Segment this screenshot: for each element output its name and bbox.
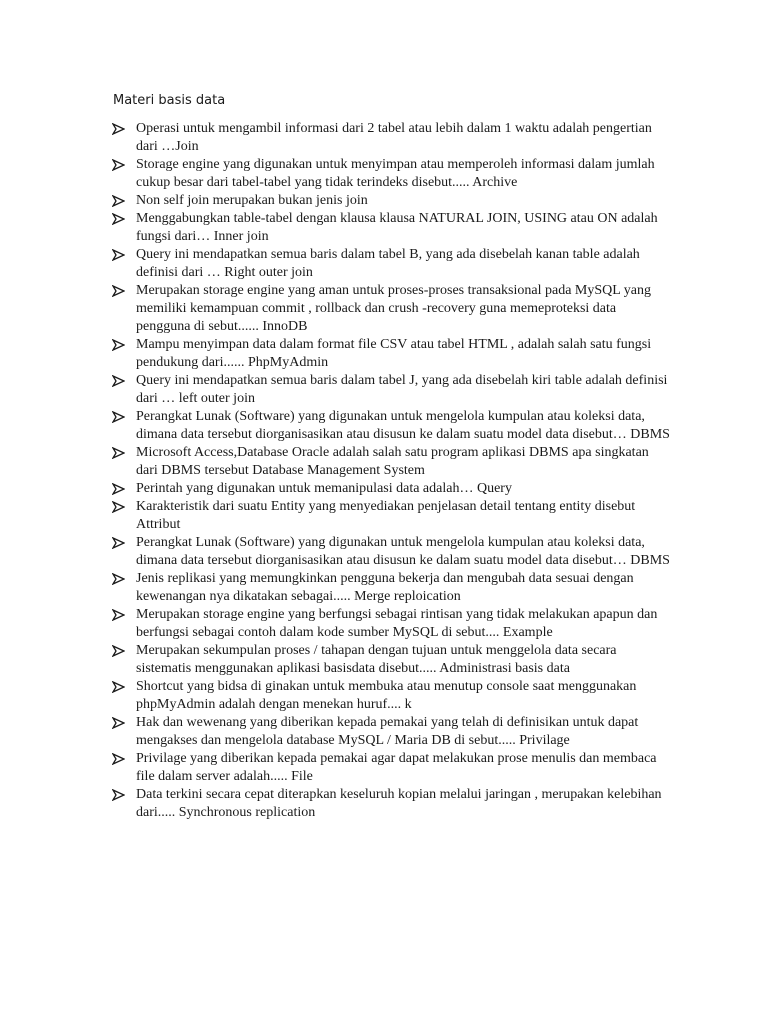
list-item [112,498,672,534]
list-item [112,282,672,336]
list-item [112,120,672,156]
list-item-text: Menggabungkan table-tabel dengan klausa klausa NATURAL JOIN, USING atau ON adalah fungsi dari… Inner join [136,211,658,244]
arrow-bullet-icon [112,156,126,174]
list-item-text: Merupakan storage engine yang berfungsi sebagai rintisan yang tidak melakukan apapun dan berfungsi sebagai contoh dalam kode sumber MySQL di sebut.... Example [136,607,658,640]
list-item [112,534,672,570]
document-title: Materi basis data [113,93,226,108]
arrow-bullet-icon [112,192,126,210]
list-item-text: Hak dan wewenang yang diberikan kepada pemakai yang telah di definisikan untuk dapat mengakses dan mengelola database MySQL / Maria DB di sebut..... Privilage [136,715,639,748]
list-item-text: Karakteristik dari suatu Entity yang menyediakan penjelasan detail tentang entity disebut Attribut [136,499,636,532]
arrow-bullet-icon [112,714,126,732]
list-item [112,606,672,642]
arrow-bullet-icon [112,120,126,138]
list-item [112,570,672,606]
arrow-bullet-icon [112,642,126,660]
list-item [112,678,672,714]
arrow-bullet-icon [112,678,126,696]
list-item [112,642,672,678]
arrow-bullet-icon [112,786,126,804]
arrow-bullet-icon [112,750,126,768]
arrow-bullet-icon [112,246,126,264]
arrow-bullet-icon [112,210,126,228]
list-item-text: Query ini mendapatkan semua baris dalam tabel B, yang ada disebelah kanan table adalah definisi dari … Right outer join [136,247,640,280]
list-item-text: Perintah yang digunakan untuk memanipulasi data adalah… Query [136,481,512,496]
list-item-text: Microsoft Access,Database Oracle adalah salah satu program aplikasi DBMS apa singkatan dari DBMS tersebut Database Management System [136,445,649,478]
arrow-bullet-icon [112,336,126,354]
list-item-text: Non self join merupakan bukan jenis join [136,193,368,208]
arrow-bullet-icon [112,534,126,552]
list-item-text: Merupakan storage engine yang aman untuk proses-proses transaksional pada MySQL yang memiliki kemampuan commit , rollback dan crush -recovery guna memeproteksi data pengguna di sebut...... InnoDB [136,283,652,334]
list-item-text: Perangkat Lunak (Software) yang digunakan untuk mengelola kumpulan atau koleksi data, dimana data tersebut diorganisasikan atau disusun ke dalam suatu model data disebut… DBMS [136,409,670,442]
list-item [112,480,672,498]
arrow-bullet-icon [112,372,126,390]
list-item [112,336,672,372]
list-item [112,786,672,822]
list-item-text: Perangkat Lunak (Software) yang digunakan untuk mengelola kumpulan atau koleksi data, dimana data tersebut diorganisasikan atau disusun ke dalam suatu model data disebut… DBMS [136,535,670,568]
arrow-bullet-icon [112,498,126,516]
list-item [112,210,672,246]
arrow-bullet-icon [112,444,126,462]
arrow-bullet-icon [112,408,126,426]
list-item [112,246,672,282]
list-item-text: Shortcut yang bidsa di ginakan untuk membuka atau menutup console saat menggunakan phpMyAdmin adalah dengan menekan huruf.... k [136,679,637,712]
list-item-text: Mampu menyimpan data dalam format file CSV atau tabel HTML , adalah salah satu fungsi pendukung dari...... PhpMyAdmin [136,337,652,370]
list-item-text: Privilage yang diberikan kepada pemakai agar dapat melakukan prose menulis dan membaca file dalam server adalah..... File [136,751,657,784]
question-list [112,120,672,822]
list-item [112,444,672,480]
arrow-bullet-icon [112,480,126,498]
list-item [112,750,672,786]
arrow-bullet-icon [112,282,126,300]
list-item [112,714,672,750]
list-item-text: Query ini mendapatkan semua baris dalam tabel J, yang ada disebelah kiri table adalah definisi dari … left outer join [136,373,668,406]
arrow-bullet-icon [112,606,126,624]
list-item-text: Jenis replikasi yang memungkinkan pengguna bekerja dan mengubah data sesuai dengan kewenangan nya dikatakan sebagai..... Merge reploication [136,571,634,604]
list-item-text: Operasi untuk mengambil informasi dari 2 tabel atau lebih dalam 1 waktu adalah pengertian dari …Join [136,121,652,154]
list-item [112,408,672,444]
list-item [112,372,672,408]
list-item-text: Storage engine yang digunakan untuk menyimpan atau memperoleh informasi dalam jumlah cukup besar dari tabel-tabel yang tidak terindeks disebut..... Archive [136,157,655,190]
arrow-bullet-icon [112,570,126,588]
list-item-text: Data terkini secara cepat diterapkan keseluruh kopian melalui jaringan , merupakan kelebihan dari..... Synchronous replication [136,787,662,820]
list-item [112,192,672,210]
list-item-text: Merupakan sekumpulan proses / tahapan dengan tujuan untuk menggelola data secara sistematis menggunakan aplikasi basisdata disebut..... Administrasi basis data [136,643,617,676]
list-item [112,156,672,192]
